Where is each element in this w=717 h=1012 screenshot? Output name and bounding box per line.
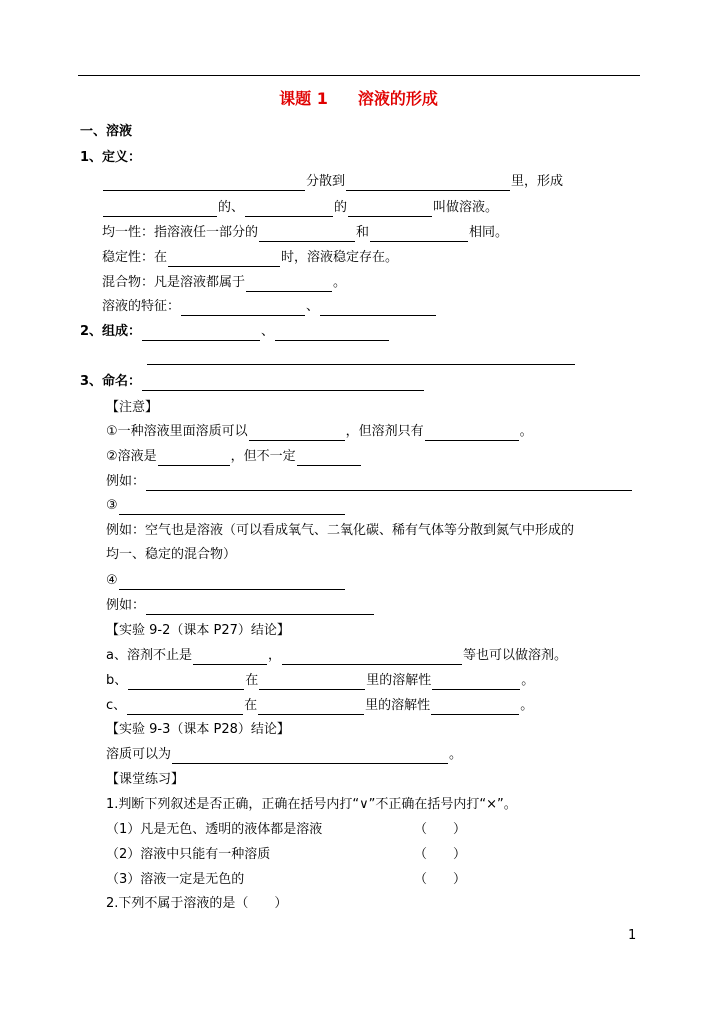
title-lesson: 课题 1 bbox=[279, 89, 328, 108]
blank[interactable] bbox=[158, 451, 230, 466]
blank[interactable] bbox=[245, 202, 333, 217]
stability-line bbox=[102, 249, 398, 267]
text: 时，溶液稳定存在。 bbox=[281, 250, 399, 265]
blank[interactable] bbox=[320, 301, 436, 316]
conclusion-b bbox=[106, 672, 534, 690]
text: ③ bbox=[106, 498, 118, 513]
answer-paren[interactable]: （ ） bbox=[414, 822, 467, 837]
text: 等也可以做溶剂。 bbox=[462, 648, 567, 663]
composition-line-2 bbox=[146, 347, 576, 365]
example-1 bbox=[106, 473, 633, 491]
blank[interactable] bbox=[348, 202, 432, 217]
example-2-line-2: 均一、稳定的混合物） bbox=[106, 547, 237, 562]
features-line bbox=[102, 298, 437, 316]
text: ②溶液是 bbox=[106, 449, 157, 464]
text: 、 bbox=[306, 299, 320, 314]
item-text: （2）溶液中只能有一种溶质 bbox=[106, 847, 271, 862]
blank[interactable] bbox=[249, 426, 345, 441]
section-heading-solution: 一、溶液 bbox=[80, 124, 133, 139]
blank[interactable] bbox=[147, 350, 575, 365]
practice-title: 【课堂练习】 bbox=[106, 772, 185, 787]
text: 均一性：指溶液任一部分的 bbox=[102, 225, 259, 240]
text: 、 bbox=[261, 324, 275, 339]
experiment-9-3-title: 【实验 9-3（课本 P28）结论】 bbox=[106, 722, 290, 737]
blank[interactable] bbox=[172, 749, 448, 764]
text: 叫做溶液。 bbox=[433, 200, 499, 215]
blank[interactable] bbox=[282, 650, 462, 665]
text: 。 bbox=[520, 698, 534, 713]
composition-heading: 2、组成： bbox=[80, 324, 142, 339]
definition-heading: 1、定义： bbox=[80, 150, 142, 165]
blank[interactable] bbox=[142, 376, 424, 391]
text: ①一种溶液里面溶质可以 bbox=[106, 424, 248, 439]
solute-line bbox=[106, 746, 462, 764]
blank[interactable] bbox=[425, 426, 519, 441]
conclusion-c bbox=[106, 697, 533, 715]
blank[interactable] bbox=[431, 700, 519, 715]
text: 分散到 bbox=[306, 174, 346, 189]
blank[interactable] bbox=[275, 326, 389, 341]
text: 例如： bbox=[106, 474, 146, 489]
definition-line-1 bbox=[102, 173, 563, 191]
text: 。 bbox=[521, 673, 535, 688]
note-4 bbox=[106, 572, 346, 590]
blank[interactable] bbox=[168, 252, 280, 267]
blank[interactable] bbox=[181, 301, 305, 316]
blank[interactable] bbox=[246, 277, 332, 292]
text: 的、 bbox=[218, 200, 245, 215]
text: 。 bbox=[519, 424, 533, 439]
text: 例如： bbox=[106, 598, 146, 613]
blank[interactable] bbox=[119, 575, 345, 590]
blank[interactable] bbox=[258, 700, 364, 715]
blank[interactable] bbox=[346, 176, 510, 191]
note-2 bbox=[106, 448, 362, 466]
title-topic: 溶液的形成 bbox=[357, 89, 438, 108]
page-title bbox=[0, 89, 717, 109]
blank[interactable] bbox=[259, 227, 355, 242]
blank[interactable] bbox=[119, 500, 345, 515]
text: 相同。 bbox=[469, 225, 509, 240]
text: 混合物：凡是溶液都属于 bbox=[102, 275, 246, 290]
text: ， bbox=[267, 648, 281, 663]
text: b、 bbox=[106, 673, 128, 688]
text: 的 bbox=[334, 200, 348, 215]
text: 在 bbox=[244, 698, 258, 713]
blank[interactable] bbox=[432, 675, 520, 690]
blank[interactable] bbox=[142, 326, 260, 341]
naming-heading: 3、命名： bbox=[80, 374, 142, 389]
blank[interactable] bbox=[127, 700, 243, 715]
text: 。 bbox=[333, 275, 347, 290]
blank[interactable] bbox=[259, 675, 365, 690]
answer-paren[interactable]: （ ） bbox=[414, 872, 467, 887]
blank[interactable] bbox=[297, 451, 361, 466]
blank[interactable] bbox=[146, 600, 374, 615]
item-text: （1）凡是无色、透明的液体都是溶液 bbox=[106, 822, 323, 837]
text: 溶液的特征： bbox=[102, 299, 181, 314]
example-3 bbox=[106, 597, 375, 615]
item-text: （3）溶液一定是无色的 bbox=[106, 872, 245, 887]
blank[interactable] bbox=[193, 650, 267, 665]
note-title: 【注意】 bbox=[106, 400, 159, 415]
text: 里的溶解性 bbox=[366, 673, 432, 688]
header-rule bbox=[78, 75, 640, 76]
blank[interactable] bbox=[128, 675, 244, 690]
definition-line-2 bbox=[102, 199, 498, 217]
text: a、溶剂不止是 bbox=[106, 648, 192, 663]
question-1-item-3 bbox=[106, 871, 466, 889]
text: 在 bbox=[245, 673, 259, 688]
page-number: 1 bbox=[628, 928, 637, 943]
question-1-item-2 bbox=[106, 846, 466, 864]
text: 和 bbox=[356, 225, 370, 240]
blank[interactable] bbox=[146, 476, 632, 491]
text: 里的溶解性 bbox=[365, 698, 431, 713]
text: ，但溶剂只有 bbox=[345, 424, 424, 439]
answer-paren[interactable]: （ ） bbox=[414, 847, 467, 862]
example-2-line-1: 例如：空气也是溶液（可以看成氧气、二氧化碳、稀有气体等分散到氮气中形成的 bbox=[106, 523, 575, 538]
text: 稳定性：在 bbox=[102, 250, 168, 265]
mixture-line bbox=[102, 274, 346, 292]
question-1: 1.判断下列叙述是否正确，正确在括号内打“∨”不正确在括号内打“×”。 bbox=[106, 797, 517, 812]
note-1 bbox=[106, 423, 533, 441]
blank[interactable] bbox=[370, 227, 468, 242]
blank[interactable] bbox=[103, 176, 305, 191]
uniformity-line bbox=[102, 224, 508, 242]
text: 溶质可以为 bbox=[106, 747, 172, 762]
question-2: 2.下列不属于溶液的是（ ） bbox=[106, 896, 288, 911]
text: c、 bbox=[106, 698, 127, 713]
text: 里，形成 bbox=[511, 174, 564, 189]
naming-line bbox=[80, 373, 425, 391]
note-3 bbox=[106, 497, 346, 515]
text: 。 bbox=[449, 747, 463, 762]
text: ，但不一定 bbox=[230, 449, 296, 464]
composition-line bbox=[80, 323, 390, 341]
question-1-item-1 bbox=[106, 821, 466, 839]
text: ④ bbox=[106, 573, 118, 588]
experiment-9-2-title: 【实验 9-2（课本 P27）结论】 bbox=[106, 623, 290, 638]
blank[interactable] bbox=[103, 202, 217, 217]
conclusion-a bbox=[106, 647, 567, 665]
